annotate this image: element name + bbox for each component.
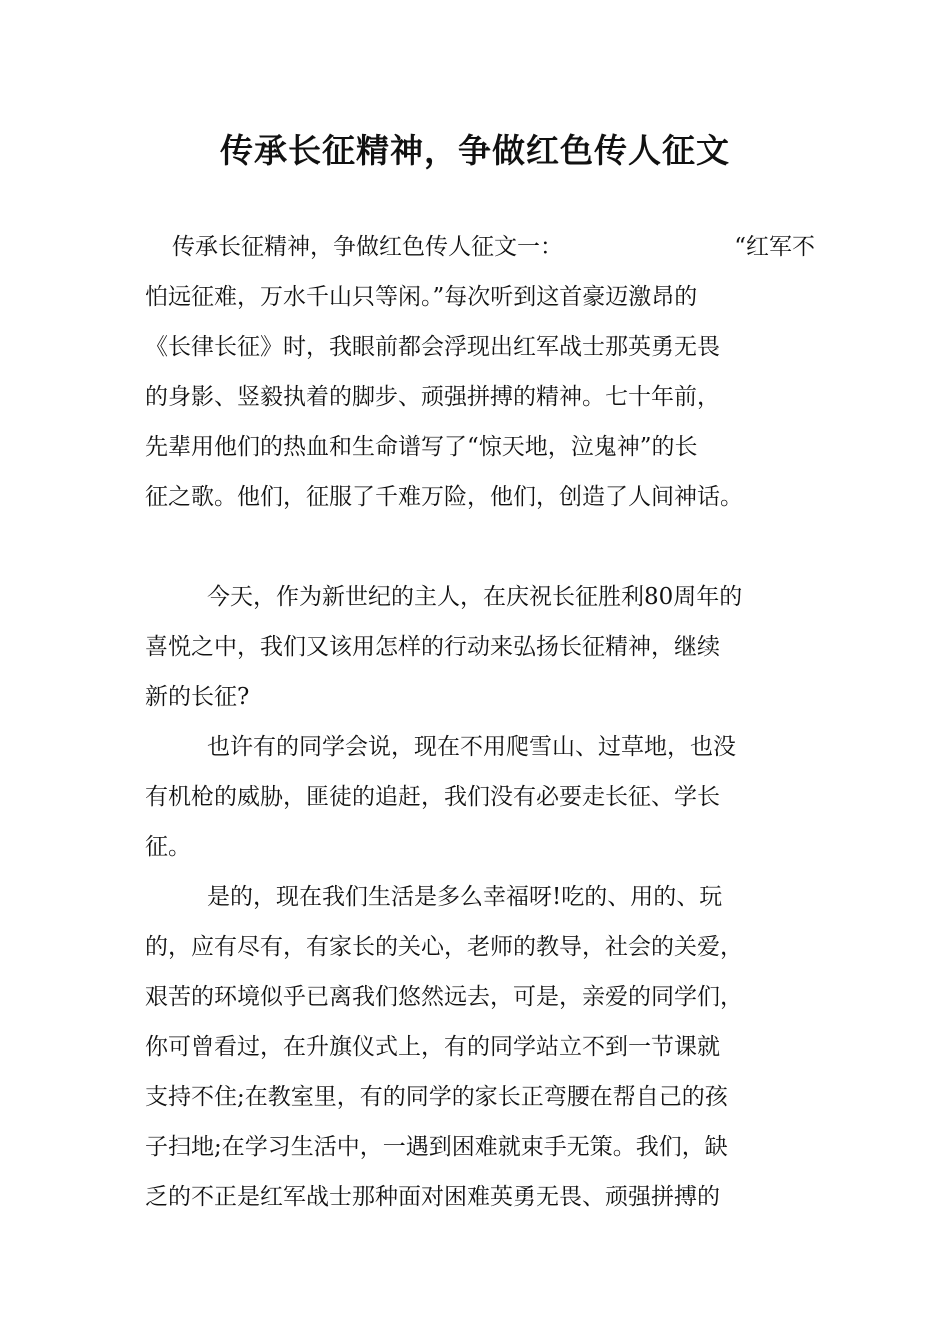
paragraph-4-line: 支持不住;在教室里，有的同学的家长正弯腰在帮自己的孩 (145, 1084, 728, 1110)
document-body (145, 222, 815, 1222)
paragraph-1-line: 《长律长征》时，我眼前都会浮现出红军战士那英勇无畏 (145, 334, 720, 360)
paragraph-3-line: 有机枪的威胁，匪徒的追赶，我们没有必要走长征、学长 (145, 784, 720, 810)
paragraph-1-line: 征之歌。他们，征服了千难万险，他们，创造了人间神话。 (145, 484, 743, 510)
paragraph-4-line: 是的，现在我们生活是多么幸福呀!吃的、用的、玩 (207, 884, 723, 910)
paragraph-4-line: 的，应有尽有，有家长的关心，老师的教导，社会的关爱， (145, 934, 743, 960)
paragraph-2-line: 新的长征? (145, 684, 250, 710)
paragraph-1-line: 怕远征难，万水千山只等闲。”每次听到这首豪迈激昂的 (145, 284, 698, 310)
paragraph-1-line-1 (145, 222, 815, 272)
intro-label: 传承长征精神，争做红色传人征文一： (172, 234, 563, 260)
document-title: 传承长征精神，争做红色传人征文 (220, 131, 730, 170)
paragraph-3-line: 征。 (145, 834, 191, 860)
paragraph-2-line: 今天，作为新世纪的主人，在庆祝长征胜利80周年的 (207, 584, 743, 610)
paragraph-1-line: 先辈用他们的热血和生命谱写了“惊天地，泣鬼神”的长 (145, 434, 698, 460)
paragraph-1-line: 的身影、竖毅执着的脚步、顽强拼搏的精神。七十年前， (145, 384, 720, 410)
paragraph-4-line: 乏的不正是红军战士那种面对困难英勇无畏、顽强拼搏的 (145, 1184, 720, 1210)
paragraph-3-line: 也许有的同学会说，现在不用爬雪山、过草地，也没 (207, 734, 736, 760)
paragraph-4-line: 艰苦的环境似乎已离我们悠然远去，可是，亲爱的同学们， (145, 984, 743, 1010)
paragraph-spacer (145, 522, 815, 572)
paragraph-4-line: 你可曾看过，在升旗仪式上，有的同学站立不到一节课就 (145, 1034, 720, 1060)
paragraph-2-line: 喜悦之中，我们又该用怎样的行动来弘扬长征精神，继续 (145, 634, 720, 660)
paragraph-4-line: 子扫地;在学习生活中，一遇到困难就束手无策。我们，缺 (145, 1134, 728, 1160)
paragraph-1-opening: “红军不 (734, 234, 815, 260)
